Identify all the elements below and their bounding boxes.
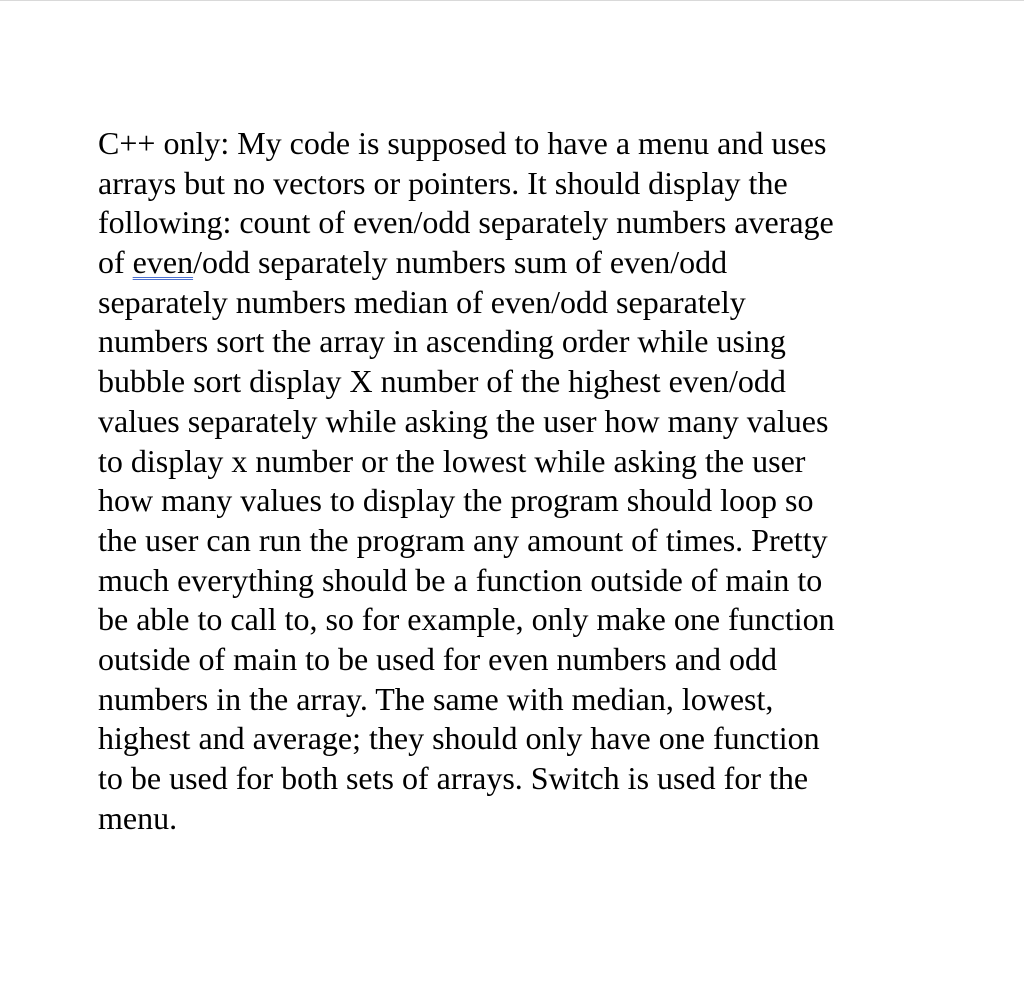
text-line (98, 243, 928, 283)
text-segment: of (98, 244, 133, 281)
text-segment: /odd separately numbers sum of even/odd (193, 244, 728, 281)
text-line: the user can run the program any amount of times. Pretty (98, 521, 828, 558)
text-line: to display x number or the lowest while asking the user (98, 442, 806, 479)
text-line: arrays but no vectors or pointers. It should display the (98, 164, 788, 201)
text-line: much everything should be a function outside of main to (98, 561, 823, 598)
text-line: numbers sort the array in ascending order while using (98, 323, 786, 360)
text-line: menu. (98, 799, 178, 836)
text-line: highest and average; they should only have one function (98, 720, 820, 757)
text-line: to be used for both sets of arrays. Switch is used for the (98, 760, 809, 796)
text-line: how many values to display the program should loop so (98, 482, 814, 519)
text-line: following: count of even/odd separately numbers average (98, 204, 834, 241)
text-line: C++ only: My code is supposed to have a menu and uses (98, 125, 827, 161)
text-line: outside of main to be used for even numbers and odd (98, 640, 777, 677)
text-line: values separately while asking the user how many values (98, 402, 829, 439)
text-line: be able to call to, so for example, only make one function (98, 601, 835, 638)
text-line: separately numbers median of even/odd separately (98, 283, 746, 320)
text-line: numbers in the array. The same with median, lowest, (98, 680, 774, 717)
top-divider (0, 0, 1024, 1)
text-line: bubble sort display X number of the highest even/odd (98, 363, 786, 400)
spellcheck-flagged-word[interactable]: even (132, 244, 194, 281)
document-body (98, 124, 928, 838)
